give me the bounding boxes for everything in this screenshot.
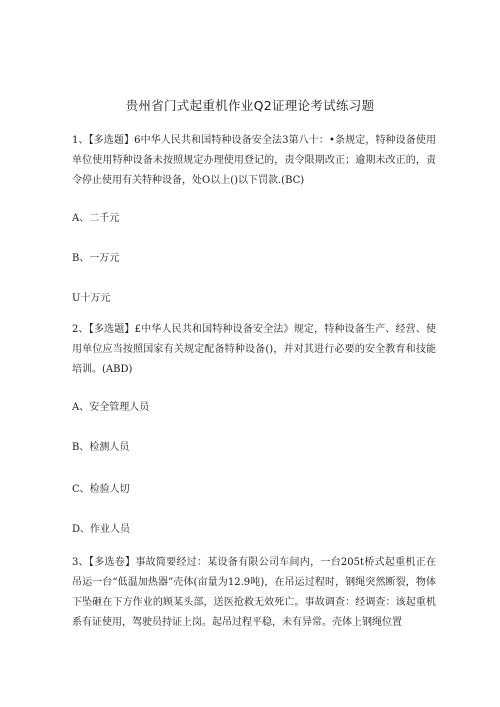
question-1-text: 1、【多选题】6中华人民共和国特种设备安全法3第八十：•条规定，特种设备使用单位使用特种设备未按照规定办理使用登记的，责令限期改正；逾期未改正的，责令停止使用有关特种设备，处O以上()以下罚款.(BC) bbox=[72, 135, 436, 186]
question-2-text: 2、【多选题】£中华人民共和国特种设备安全法》规定，特种设备生产、经营、使用单位应当按照国家有关规定配备特种设备()，并对其进行必要的安全教育和技能培训。(ABD) bbox=[72, 324, 436, 375]
question-2-option-d: D、作业人员 bbox=[72, 524, 131, 535]
question-1-option-b: B、一万元 bbox=[72, 253, 120, 264]
question-3-text: 3、【多选卷】事故简要经过：某设备有限公司车间内，一台205t桥式起重机正在吊运一台“低温加热器”壳体(亩量为12.9吨)，在吊运过程时，钢绳突然断裂，物体下坠砸在下方作业的顾某头部，送医抢救无效死亡。事故调查：经调查：该起重机系有证使用，驾驶员持证上岗。起吊过程平稳，未有异常。壳体上钢绳位置 bbox=[72, 557, 436, 628]
question-2-option-a: A、安全管理人员 bbox=[72, 402, 150, 413]
question-1-option-a: A、二千元 bbox=[72, 213, 120, 224]
question-2-option-b: B、检测人员 bbox=[72, 442, 130, 453]
question-1-option-c: U十万元 bbox=[72, 293, 111, 304]
page-title: 贵州省门式起重机作业Q2证理论考试练习题 bbox=[125, 98, 375, 113]
question-2-option-c: C、检验人切 bbox=[72, 484, 130, 495]
